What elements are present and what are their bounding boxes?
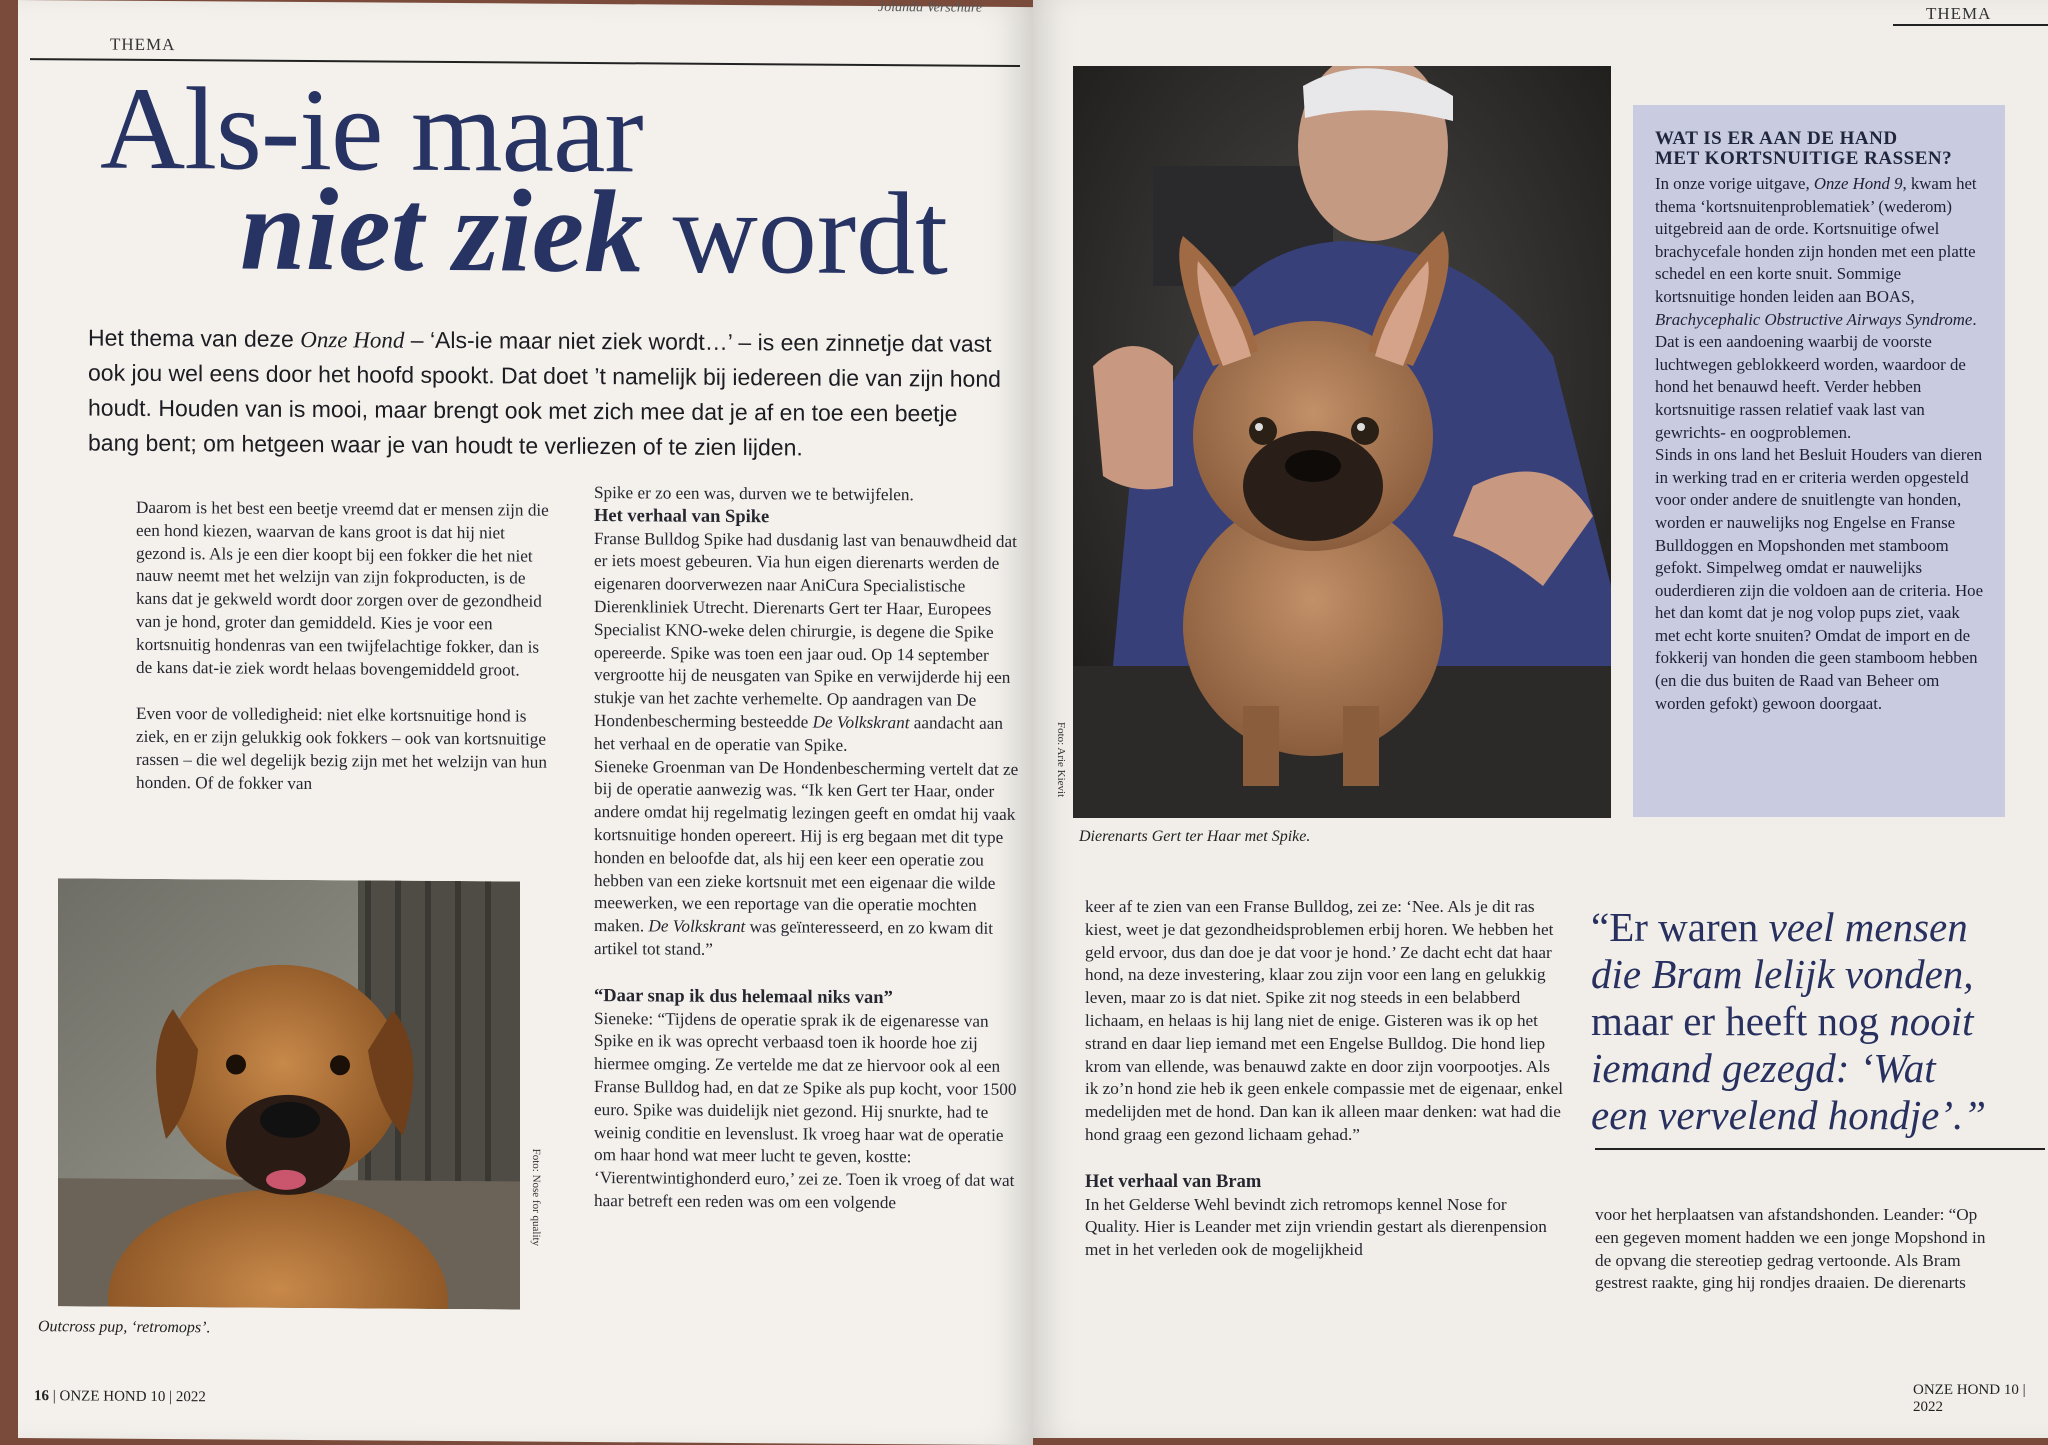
vet-photo-credit: Foto: Arie Kievit xyxy=(1055,722,1067,798)
quote-line-4: iemand gezegd: ‘Wat xyxy=(1591,1045,1936,1091)
page-number: 16 xyxy=(34,1388,49,1405)
quote-l1-b: veel mensen xyxy=(1768,904,1968,950)
quote-l3-a: maar er heeft nog xyxy=(1591,998,1890,1044)
quote-line-1 xyxy=(1591,904,2041,951)
quote-line-2: die Bram lelijk vonden, xyxy=(1591,951,1974,997)
subheading-daar-snap-ik: “Daar snap ik dus helemaal niks van” xyxy=(594,985,893,1008)
col3-paragraph-1: keer af te zien van een Franse Bulldog, zei ze: ‘Nee. Als je dit ras kiest, weet je dat gezondheidsproblemen erbij horen. We hebben het geld ervoor, dus dan doe je dat voor je hond.’ Ze dacht echt dat haar hond, na deze investering, klaar zou zijn voor een lang en gelukkig leven, maar zo is dat niet. Spike zit nog steeds in een belabberd lichaam, en helaas is hij lang niet de enige. Gisteren was ik op het strand en daar liep iemand met een Engelse Bulldog. Die hond liep krom van ellende, was benauwd zakte en door zijn voorpootjes. Als ik zo’n hond zie heb ik geen enkele compassie met de eigenaar, enkel medelijden met de hond. Dan kan ik alleen maar denken: wat had die hond graag een gezond lichaam gehad.” xyxy=(1085,897,1563,1144)
subheading-spike: Het verhaal van Spike xyxy=(594,505,770,528)
magazine-spread xyxy=(18,0,2048,1438)
vet-with-spike-photo xyxy=(1073,66,1611,818)
quote-l3-b: nooit xyxy=(1889,998,1974,1044)
right-page xyxy=(1033,0,2048,1438)
puppy-photo-caption: Outcross pup, ‘retromops’. xyxy=(38,1318,211,1337)
puppy-photo xyxy=(58,878,520,1309)
header-rule-right xyxy=(1893,24,2048,26)
title-line-2 xyxy=(240,162,948,303)
col4-paragraph-1: voor het herplaatsen van afstandshonden. Leander: “Op een gegeven moment hadden we een jonge Mopshond in de opvang die stereotiep gedrag vertoonde. Als Bram gestrest raakte, ging hij rondjes draaien. De dierenarts xyxy=(1595,1205,1986,1293)
vet-photo-caption: Dierenarts Gert ter Haar met Spike. xyxy=(1079,828,1311,845)
intro-text-b: – ‘Als-ie maar niet ziek wordt…’ – is een zinnetje dat vast ook jou wel eens door het hoofd spookt. Dat doet ’t namelijk bij iedereen die van zijn hond houdt. Houden van is mooi, maar brengt ook met zich mee dat je af en toe een beetje bang bent; om hetgeen waar je van houdt te verliezen of te zien lijden. xyxy=(88,326,1001,461)
column-4 xyxy=(1595,1204,1995,1295)
intro-text-a: Het thema van deze xyxy=(88,324,301,352)
column-1 xyxy=(136,497,556,797)
col2-p2-text-b: was geïnteresseerd, en zo kwam dit artikel tot stand.” xyxy=(594,917,994,959)
quote-l1-a: “Er waren xyxy=(1591,904,1769,950)
sidebar-box xyxy=(1633,105,2005,817)
col3-paragraph-2: In het Gelderse Wehl bevindt zich retromops kennel Nose for Quality. Hier is Leander met zijn vriendin gestart als dierenpension met in het verleden ook de mogelijkheid xyxy=(1085,1194,1547,1260)
sb-p1-c: . Dat is een aandoening waarbij de voorste luchtwegen geblokkeerd worden, waardoor de hond het benauwd heeft. Verder hebben kortsnuitige rassen relatief vaak last van gewrichts- en oogproblemen. xyxy=(1655,309,1977,442)
quote-line-3 xyxy=(1591,998,2041,1045)
sidebar-paragraph-2: Sinds in ons land het Besluit Houders van dieren in werking trad en er criteria werden opgesteld voor onder andere de snuitlengte van honden, worden er nauwelijks nog Engelse en Franse Bulldoggen en Mopshonden met stamboom gefokt. Simpelweg omdat er nauwelijks ouderdieren zijn die voldoen aan de criteria. Hoe het dan komt dat je nog volop pups ziet, vaak met echt korte snuiten? Omdat de import en de fokkerij van honden die geen stamboom hebben (en die dus buiten de Raad van Beheer om worden gefokt) gewoon doorgaat. xyxy=(1655,445,1984,713)
intro-magazine-name: Onze Hond xyxy=(300,326,405,353)
folio-issue: ONZE HOND 10 | 2022 xyxy=(59,1388,206,1406)
sb-p1-a: In onze vorige uitgave, xyxy=(1655,174,1814,193)
folio-left: 16 | ONZE HOND 10 | 2022 xyxy=(34,1388,206,1406)
pull-quote xyxy=(1591,904,2041,1139)
col2-paragraph-0: Spike er zo een was, durven we te betwijfelen. xyxy=(594,483,914,505)
col2-paragraph-1 xyxy=(594,528,1026,759)
section-label-right: THEMA xyxy=(1926,4,1992,23)
col2-paragraph-2 xyxy=(594,756,1026,964)
sidebar-title-line-2: MET KORTSNUITIGE RASSEN? xyxy=(1655,148,1953,169)
quote-line-5: een vervelend hondje’.” xyxy=(1591,1092,1987,1138)
title-emphasis: niet ziek xyxy=(240,163,644,298)
left-page xyxy=(18,0,1033,1445)
col2-p2-newspaper: De Volkskrant xyxy=(648,916,746,937)
subheading-bram: Het verhaal van Bram xyxy=(1085,1171,1262,1192)
puppy-photo-credit: Foto: Nose for quality xyxy=(530,1148,542,1247)
col2-p1-newspaper: De Volkskrant xyxy=(812,712,910,733)
author-credit: Jolanda Verschure xyxy=(878,0,983,16)
folio-right: ONZE HOND 10 | 2022 xyxy=(1913,1382,2026,1415)
quote-rule xyxy=(1595,1148,2045,1150)
col2-p1-text-b: aandacht aan het verhaal en de operatie van Spike. xyxy=(594,713,1004,755)
sb-p1-boas: Brachycephalic Obstructive Airways Syndrome xyxy=(1655,309,1973,329)
title-rest: wordt xyxy=(672,166,948,300)
sb-p1-issue: Onze Hond 9 xyxy=(1813,174,1903,193)
col1-paragraph-2: Even voor de volledigheid: niet elke kortsnuitige hond is ziek, en er zijn gelukkig ook fokkers – ook van kortsnuitige rassen – die wel degelijk bezig zijn met het welzijn van hun honden. Of de fokker van xyxy=(136,704,547,793)
column-2 xyxy=(594,482,1026,1216)
sidebar-title-line-1: WAT IS ER AAN DE HAND xyxy=(1655,128,1898,149)
column-3 xyxy=(1085,896,1565,1262)
sb-p1-b: , kwam het thema ‘kortsnuitenproblematiek’ (wederom) uitgebreid aan de orde. Kortsnuitige ofwel brachycefale honden zijn honden met een platte schedel en een korte snuit. Sommige kortsnuitige honden leiden aan BOAS, xyxy=(1655,174,1977,306)
col2-p2-text-a: Sieneke Groenman van De Hondenbescherming vertelt dat ze bij de operatie aanwezig was. “Ik ken Gert ter Haar, onder andere omdat hij regelmatig lezingen geeft en omdat hij vaak kortsnuitige honden opereert. Hij is erg begaan met dit type honden en beloofde dat, als hij een keer een operatie zou hebben van een zieke kortsnuit met een eigenaar die wilde meewerken, we een reportage van die operatie mochten maken. xyxy=(594,756,1019,936)
sidebar-body xyxy=(1655,173,1985,715)
col2-paragraph-3: Sieneke: “Tijdens de operatie sprak ik de eigenaresse van Spike en ik was oprecht verbaasd toen ik hoorde hoe zij hiermee omging. Ze vertelde me dat ze hiervoor ook al een Franse Bulldog had, en dat ze Spike als pup kocht, voor 1500 euro. Spike was duidelijk niet gezond. Hij snurkte, had te weinig conditie en levenslust. Ik vroeg haar wat de operatie om haar hond wat meer lucht te geven, kostte: ‘Vierentwintighonderd euro,’ zei ze. Toen ik vroeg of dat wat haar betreft een reden was om een volgende xyxy=(594,1008,1017,1213)
col1-paragraph-1: Daarom is het best een beetje vreemd dat er mensen zijn die een hond kiezen, waarvan de kans groot is dat hij niet gezond is. Als je een dier koopt bij een fokker die het niet nauw neemt met het welzijn van zijn fokproducten, is de kans dat je gekweld wordt door zorgen over de gezondheid van je hond, groter dan gemiddeld. Kies je voor een kortsnuitig hondenras van een twijfelachtige fokker, dan is de kans dat-ie ziek wordt helaas bovengemiddeld groot. xyxy=(136,497,549,680)
title-line-1: Als-ie maar xyxy=(100,62,643,198)
sidebar-paragraph-1 xyxy=(1655,173,1985,444)
intro-paragraph xyxy=(88,320,1008,466)
sidebar-title xyxy=(1655,129,1985,169)
section-label: THEMA xyxy=(110,34,176,55)
col2-p1-text-a: Franse Bulldog Spike had dusdanig last van benauwdheid dat er iets moest gebeuren. Via hun eigen dierenarts werden de eigenaren doorverwezen naar AniCura Specialistische Dierenkliniek Utrecht. Dierenarts Gert ter Haar, Europees Specialist KNO-weke delen chirurgie, is degene die Spike opereerde. Spike was toen een jaar oud. Op 14 september vergrootte hij de neusgaten van Spike en verwijderde hij een stukje van het zachte verhemelte. Op aandragen van De Hondenbescherming besteedde xyxy=(594,528,1017,732)
